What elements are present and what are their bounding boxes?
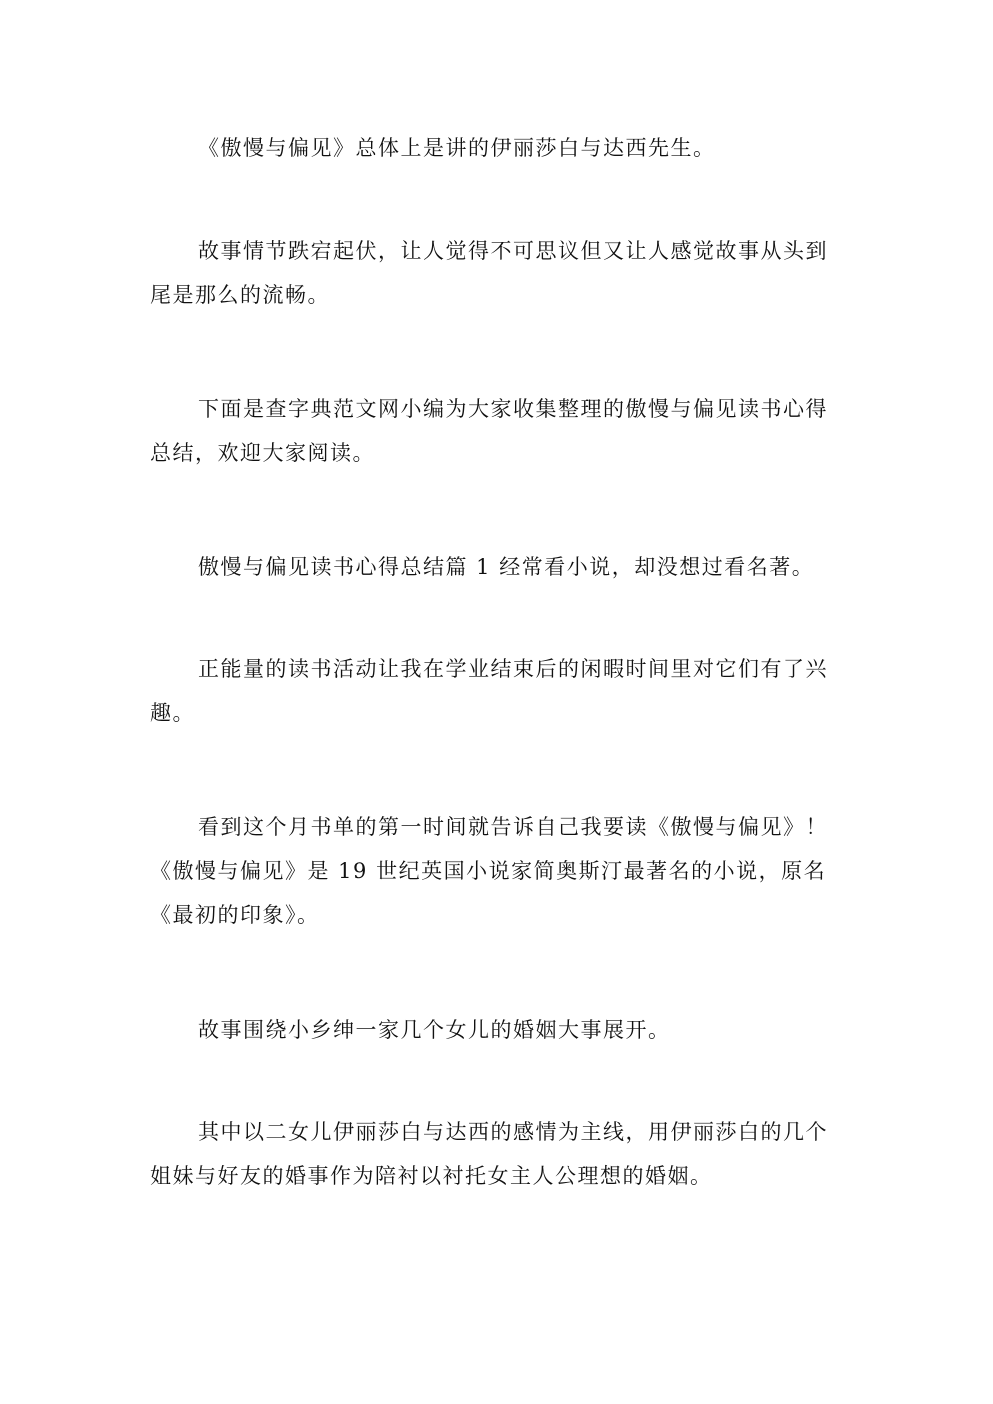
paragraph-7: 故事围绕小乡绅一家几个女儿的婚姻大事展开。: [198, 1018, 671, 1042]
paragraph-4: 傲慢与偏见读书心得总结篇 1 经常看小说，却没想过看名著。: [198, 555, 815, 579]
paragraph-5: 正能量的读书活动让我在学业结束后的闲暇时间里对它们有了兴趣。: [150, 657, 828, 725]
paragraph-2: 故事情节跌宕起伏，让人觉得不可思议但又让人感觉故事从头到尾是那么的流畅。: [150, 239, 828, 307]
paragraph-1: 《傲慢与偏见》总体上是讲的伊丽莎白与达西先生。: [198, 136, 716, 160]
paragraph-8: 其中以二女儿伊丽莎白与达西的感情为主线，用伊丽莎白的几个姐妹与好友的婚事作为陪衬以衬托女主人公理想的婚姻。: [150, 1120, 828, 1188]
paragraph-3: 下面是查字典范文网小编为大家收集整理的傲慢与偏见读书心得总结，欢迎大家阅读。: [150, 397, 828, 465]
paragraph-6: 看到这个月书单的第一时间就告诉自己我要读《傲慢与偏见》！《傲慢与偏见》是 19 世纪英国小说家简奥斯汀最著名的小说，原名《最初的印象》。: [150, 815, 828, 927]
